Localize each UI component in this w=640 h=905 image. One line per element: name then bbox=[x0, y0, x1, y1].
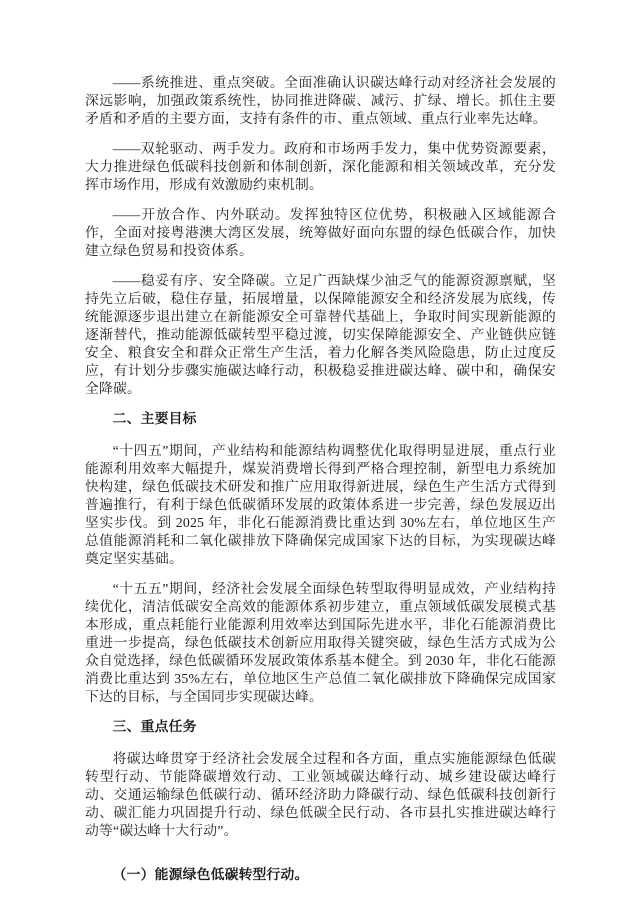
paragraph-safe-carbon-reduction: ——稳妥有序、安全降碳。立足广西缺煤少油乏气的能源资源禀赋，坚持先立后破，稳住存量，拓展增量，以保障能源安全和经济发展为底线，传统能源逐步退出建立在新能源安全可靠替代基础上，争取时间实现新能源的逐渐替代，推动能源低碳转型平稳过渡，切实保障能源安全、产业链供应链安全、粮食安全和群众正常生产生活，着力化解各类风险隐患，防止过度反应，有计划分步骤实施碳达峰行动，积极稳妥推进碳达峰、碳中和，确保安全降碳。 bbox=[85, 273, 556, 396]
paragraph-open-cooperation: ——开放合作、内外联动。发挥独特区位优势，积极融入区域能源合作，全面对接粤港澳大湾区发展，统筹做好面向东盟的绿色低碳合作，加快建立绿色贸易和投资体系。 bbox=[85, 207, 556, 258]
subheading-energy-green-transition-action: （一）能源绿色低碳转型行动。 bbox=[112, 867, 309, 882]
paragraph-15th-five-year-plan: “十五五”期间，经济社会发展全面绿色转型取得明显成效，产业结构持续优化，清洁低碳安全高效的能源体系初步建立，重点领域低碳发展模式基本形成，重点耗能行业能源利用效率达到国际先进水平，非化石能源消费比重进一步提高，绿色低碳技术创新应用取得关键突破，绿色生活方式成为公众自觉选择，绿色低碳循环发展政策体系基本健全。到 2030 年，非化石能源消费比重达到 35%左右，单位地区生产总值二氧化碳排放下降确保完成国家下达的目标，与全国同步实现碳达峰。 bbox=[85, 581, 556, 704]
paragraph-14th-five-year-plan: “十四五”期间，产业结构和能源结构调整优化取得明显进展，重点行业能源利用效率大幅提升，煤炭消费增长得到严格合理控制，新型电力系统加快构建，绿色低碳技术研发和推广应用取得新进展，绿色生产生活方式得到普遍推行，有利于绿色低碳循环发展的政策体系进一步完善，绿色发展迈出坚实步伐。到 2025 年，非化石能源消费比重达到 30%左右，单位地区生产总值能源消耗和二氧化碳排放下降确保完成国家下达的目标，为实现碳达峰奠定坚实基础。 bbox=[85, 443, 556, 566]
paragraph-dual-drive: ——双轮驱动、两手发力。政府和市场两手发力，集中优势资源要素，大力推进绿色低碳科技创新和体制创新，深化能源和相关领域改革，充分发挥市场作用，形成有效激励约束机制。 bbox=[85, 141, 556, 192]
paragraph-system-advance: ——系统推进、重点突破。全面准确认识碳达峰行动对经济社会发展的深远影响，加强政策系统性，协同推进降碳、减污、扩绿、增长。抓住主要矛盾和矛盾的主要方面，支持有条件的市、重点领域、重点行业率先达峰。 bbox=[85, 75, 556, 126]
heading-key-tasks: 三、重点任务 bbox=[112, 719, 197, 734]
paragraph-ten-carbon-peak-actions: 将碳达峰贯穿于经济社会发展全过程和各方面，重点实施能源绿色低碳转型行动、节能降碳增效行动、工业领域碳达峰行动、城乡建设碳达峰行动、交通运输绿色低碳行动、循环经济助力降碳行动、绿色低碳科技创新行动、碳汇能力巩固提升行动、绿色低碳全民行动、各市县扎实推进碳达峰行动等“碳达峰十大行动”。 bbox=[85, 751, 556, 838]
heading-main-goals: 二、主要目标 bbox=[112, 411, 197, 426]
